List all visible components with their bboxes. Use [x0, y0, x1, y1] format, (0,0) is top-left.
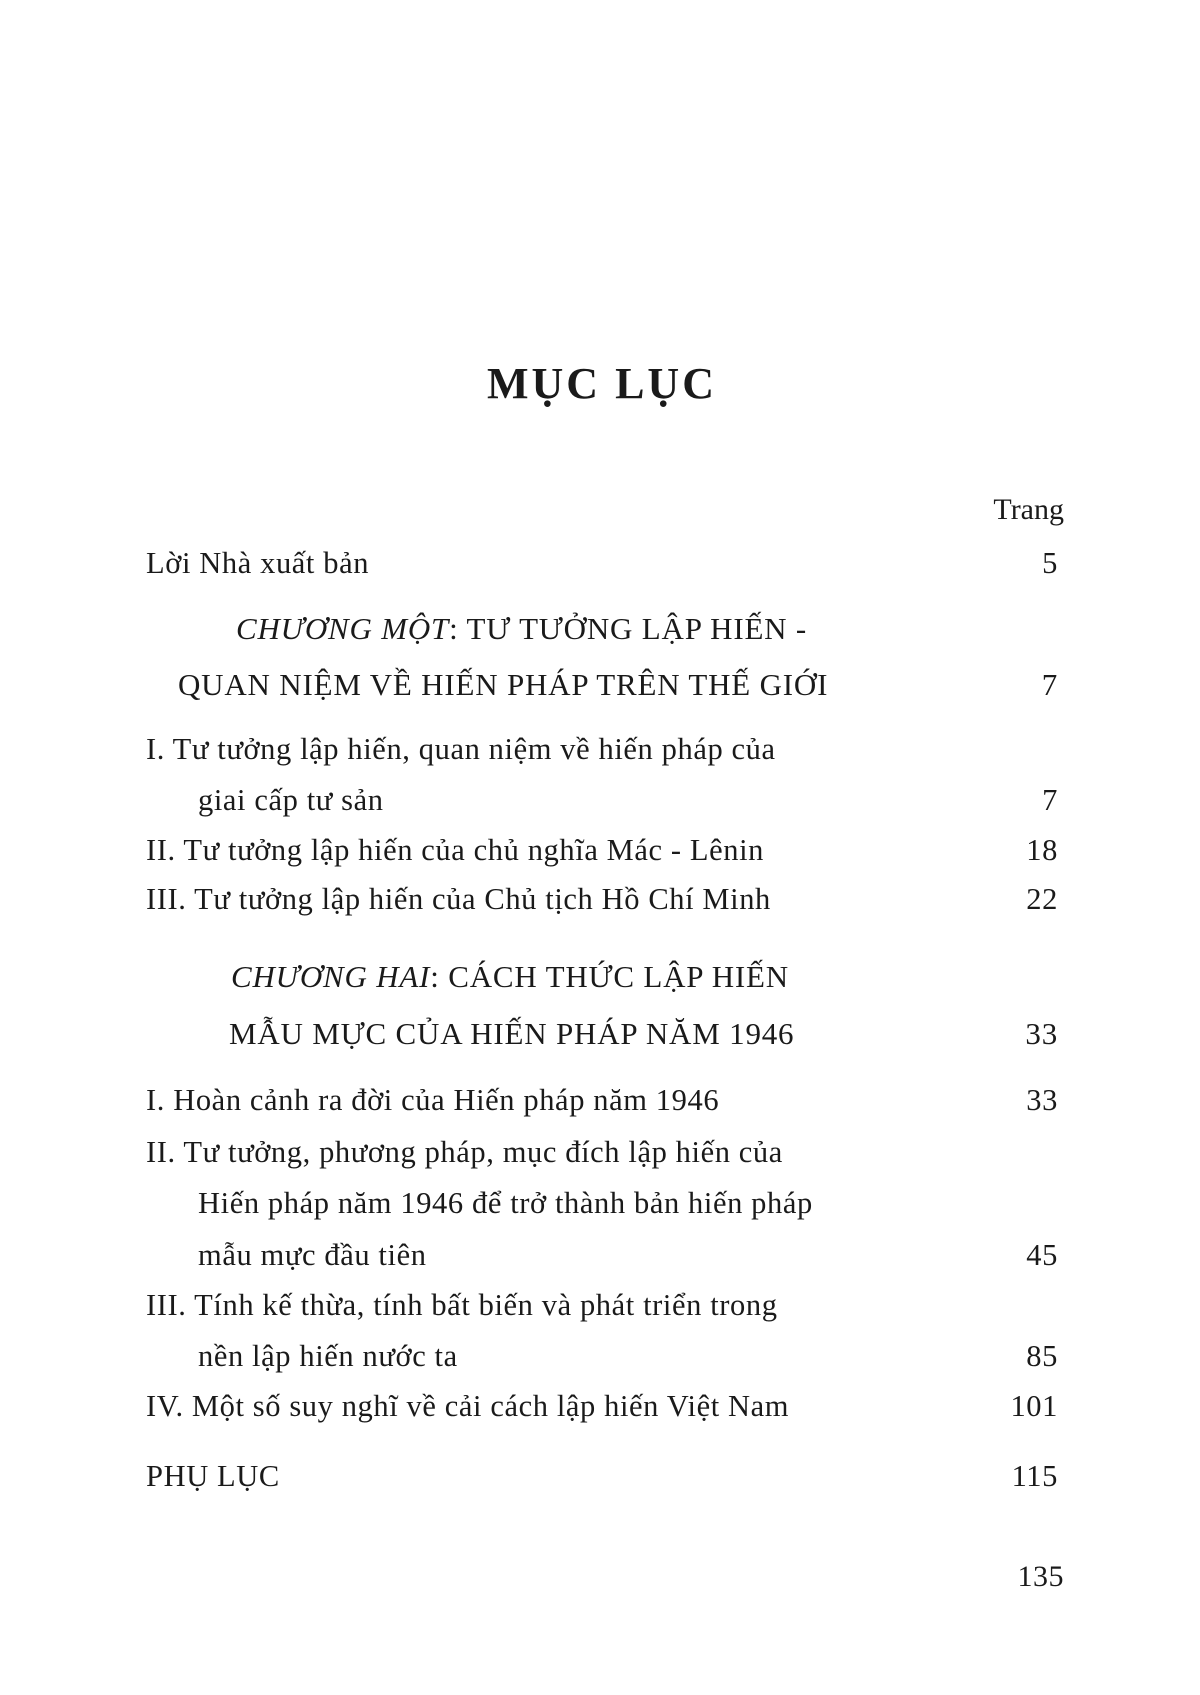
- toc-entry-text: Lời Nhà xuất bản: [146, 546, 370, 580]
- toc-entry-text-line2: Hiến pháp năm 1946 để trở thành bản hiến pháp: [198, 1186, 813, 1220]
- toc-entry-text: II. Tư tưởng lập hiến của chủ nghĩa Mác - Lênin: [146, 833, 765, 867]
- toc-entry-text: III. Tư tưởng lập hiến của Chủ tịch Hồ Chí Minh: [146, 882, 771, 916]
- toc-entry-text-line2: nền lập hiến nước ta: [198, 1339, 458, 1373]
- toc-entry-text-line2: giai cấp tư sản: [198, 783, 384, 817]
- toc-entry-page: 115: [1011, 1459, 1058, 1493]
- page-column-header: Trang: [993, 493, 1064, 526]
- toc-entry-page: 101: [1010, 1389, 1058, 1423]
- toc-entry-page: 45: [1026, 1238, 1058, 1272]
- chapter-title-line1: : CÁCH THỨC LẬP HIẾN: [430, 959, 789, 994]
- toc-entry-page: 18: [1026, 833, 1058, 867]
- toc-entry-page: 22: [1026, 882, 1058, 916]
- toc-entry-text-line1: III. Tính kế thừa, tính bất biến và phát triển trong: [146, 1288, 778, 1322]
- chapter-title-line2: QUAN NIỆM VỀ HIẾN PHÁP TRÊN THẾ GIỚI: [178, 667, 829, 702]
- toc-entry-page: 85: [1026, 1339, 1058, 1373]
- toc-entry-text: PHỤ LỤC: [146, 1459, 280, 1493]
- toc-entry-text-line1: II. Tư tưởng, phương pháp, mục đích lập hiến của: [146, 1135, 783, 1169]
- toc-entry-page: 33: [1026, 1083, 1058, 1117]
- toc-entry-page: 5: [1042, 546, 1058, 580]
- chapter-title-line2: MẪU MỰC CỦA HIẾN PHÁP NĂM 1946: [229, 1016, 795, 1051]
- toc-entry-text: I. Hoàn cảnh ra đời của Hiến pháp năm 1946: [146, 1083, 720, 1117]
- chapter-title-line1: : TƯ TƯỞNG LẬP HIẾN -: [449, 611, 808, 646]
- toc-entry-page: 33: [1025, 1016, 1058, 1051]
- toc-entry-text: IV. Một số suy nghĩ về cải cách lập hiến Việt Nam: [146, 1389, 790, 1423]
- toc-entry-page: 7: [1042, 783, 1058, 817]
- toc-entry-page: 7: [1041, 667, 1058, 702]
- toc-entry-text-line3: mẫu mực đầu tiên: [198, 1238, 427, 1272]
- page-title: MỤC LỤC: [487, 359, 717, 408]
- page-number: 135: [1017, 1560, 1064, 1593]
- chapter-label: CHƯƠNG HAI: [231, 959, 431, 994]
- toc-entry-text-line1: I. Tư tưởng lập hiến, quan niệm về hiến pháp của: [146, 732, 776, 766]
- chapter-label: CHƯƠNG MỘT: [236, 611, 450, 646]
